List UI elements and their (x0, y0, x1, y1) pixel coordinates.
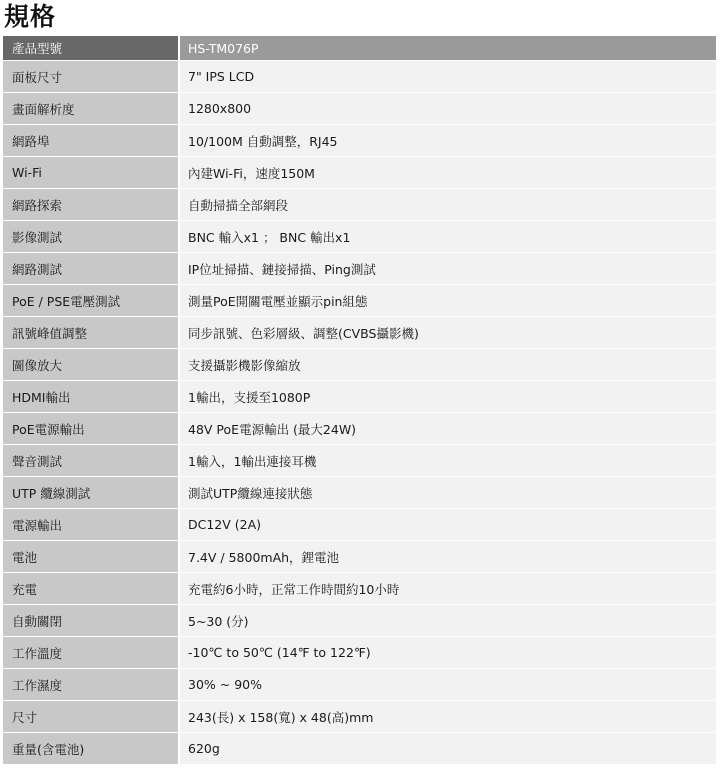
spec-label: 尺寸 (3, 701, 180, 733)
spec-row (3, 701, 716, 733)
spec-value: 620g (180, 733, 716, 765)
spec-value: 7" IPS LCD (180, 61, 716, 93)
spec-label: 網路埠 (3, 125, 180, 157)
spec-row (3, 189, 716, 221)
spec-label: 訊號峰值調整 (3, 317, 180, 349)
spec-value: BNC 輸入x1 ； BNC 輸出x1 (180, 221, 716, 253)
spec-value: 30% ~ 90% (180, 669, 716, 701)
spec-label: PoE電源輸出 (3, 413, 180, 445)
spec-row (3, 413, 716, 445)
spec-value: 1280x800 (180, 93, 716, 125)
spec-label: 畫面解析度 (3, 93, 180, 125)
spec-label: 自動關閉 (3, 605, 180, 637)
spec-row (3, 61, 716, 93)
spec-value: -10℃ to 50℃ (14℉ to 122℉) (180, 637, 716, 669)
spec-row (3, 349, 716, 381)
spec-value: 測試UTP纜線連接狀態 (180, 477, 716, 509)
spec-row (3, 253, 716, 285)
spec-label: 面板尺寸 (3, 61, 180, 93)
spec-label: 網路測試 (3, 253, 180, 285)
spec-row (3, 125, 716, 157)
spec-row (3, 381, 716, 413)
spec-label: Wi-Fi (3, 157, 180, 189)
spec-value: 243(長) x 158(寬) x 48(高)mm (180, 701, 716, 733)
spec-row (3, 509, 716, 541)
spec-label: PoE / PSE電壓測試 (3, 285, 180, 317)
spec-value: 充電約6小時，正常工作時間約10小時 (180, 573, 716, 605)
spec-row (3, 573, 716, 605)
spec-value: 1輸入，1輸出連接耳機 (180, 445, 716, 477)
spec-row (3, 93, 716, 125)
spec-label: 電池 (3, 541, 180, 573)
spec-value: 7.4V / 5800mAh，鋰電池 (180, 541, 716, 573)
spec-label: 重量(含電池) (3, 733, 180, 765)
spec-label: 工作濕度 (3, 669, 180, 701)
spec-label: UTP 纜線測試 (3, 477, 180, 509)
spec-row (3, 317, 716, 349)
spec-value: 自動掃描全部網段 (180, 189, 716, 221)
spec-value: IP位址掃描、鏈接掃描、Ping測試 (180, 253, 716, 285)
spec-label: 工作溫度 (3, 637, 180, 669)
spec-header-value: HS-TM076P (180, 36, 716, 61)
spec-row (3, 669, 716, 701)
spec-row (3, 605, 716, 637)
spec-row (3, 733, 716, 765)
spec-label: 圖像放大 (3, 349, 180, 381)
spec-label: 網路探索 (3, 189, 180, 221)
spec-row (3, 157, 716, 189)
spec-row (3, 221, 716, 253)
spec-value: 支援攝影機影像縮放 (180, 349, 716, 381)
spec-value: 5~30 (分) (180, 605, 716, 637)
spec-value: 48V PoE電源輸出 (最大24W) (180, 413, 716, 445)
spec-value: 內建Wi-Fi，速度150M (180, 157, 716, 189)
spec-label: 聲音測試 (3, 445, 180, 477)
spec-label: 影像測試 (3, 221, 180, 253)
spec-table-body (3, 36, 716, 765)
spec-label: 電源輸出 (3, 509, 180, 541)
spec-table (3, 36, 716, 765)
spec-label: 充電 (3, 573, 180, 605)
spec-row (3, 445, 716, 477)
spec-header-row (3, 36, 716, 61)
spec-row (3, 637, 716, 669)
spec-row (3, 285, 716, 317)
spec-value: 1輸出，支援至1080P (180, 381, 716, 413)
spec-value: 測量PoE開關電壓並顯示pin組態 (180, 285, 716, 317)
spec-header-label: 產品型號 (3, 36, 180, 61)
spec-row (3, 541, 716, 573)
spec-value: DC12V (2A) (180, 509, 716, 541)
spec-value: 10/100M 自動調整，RJ45 (180, 125, 716, 157)
page-title: 規格 (4, 2, 57, 31)
spec-value: 同步訊號、色彩層級、調整(CVBS攝影機) (180, 317, 716, 349)
spec-label: HDMI輸出 (3, 381, 180, 413)
spec-row (3, 477, 716, 509)
